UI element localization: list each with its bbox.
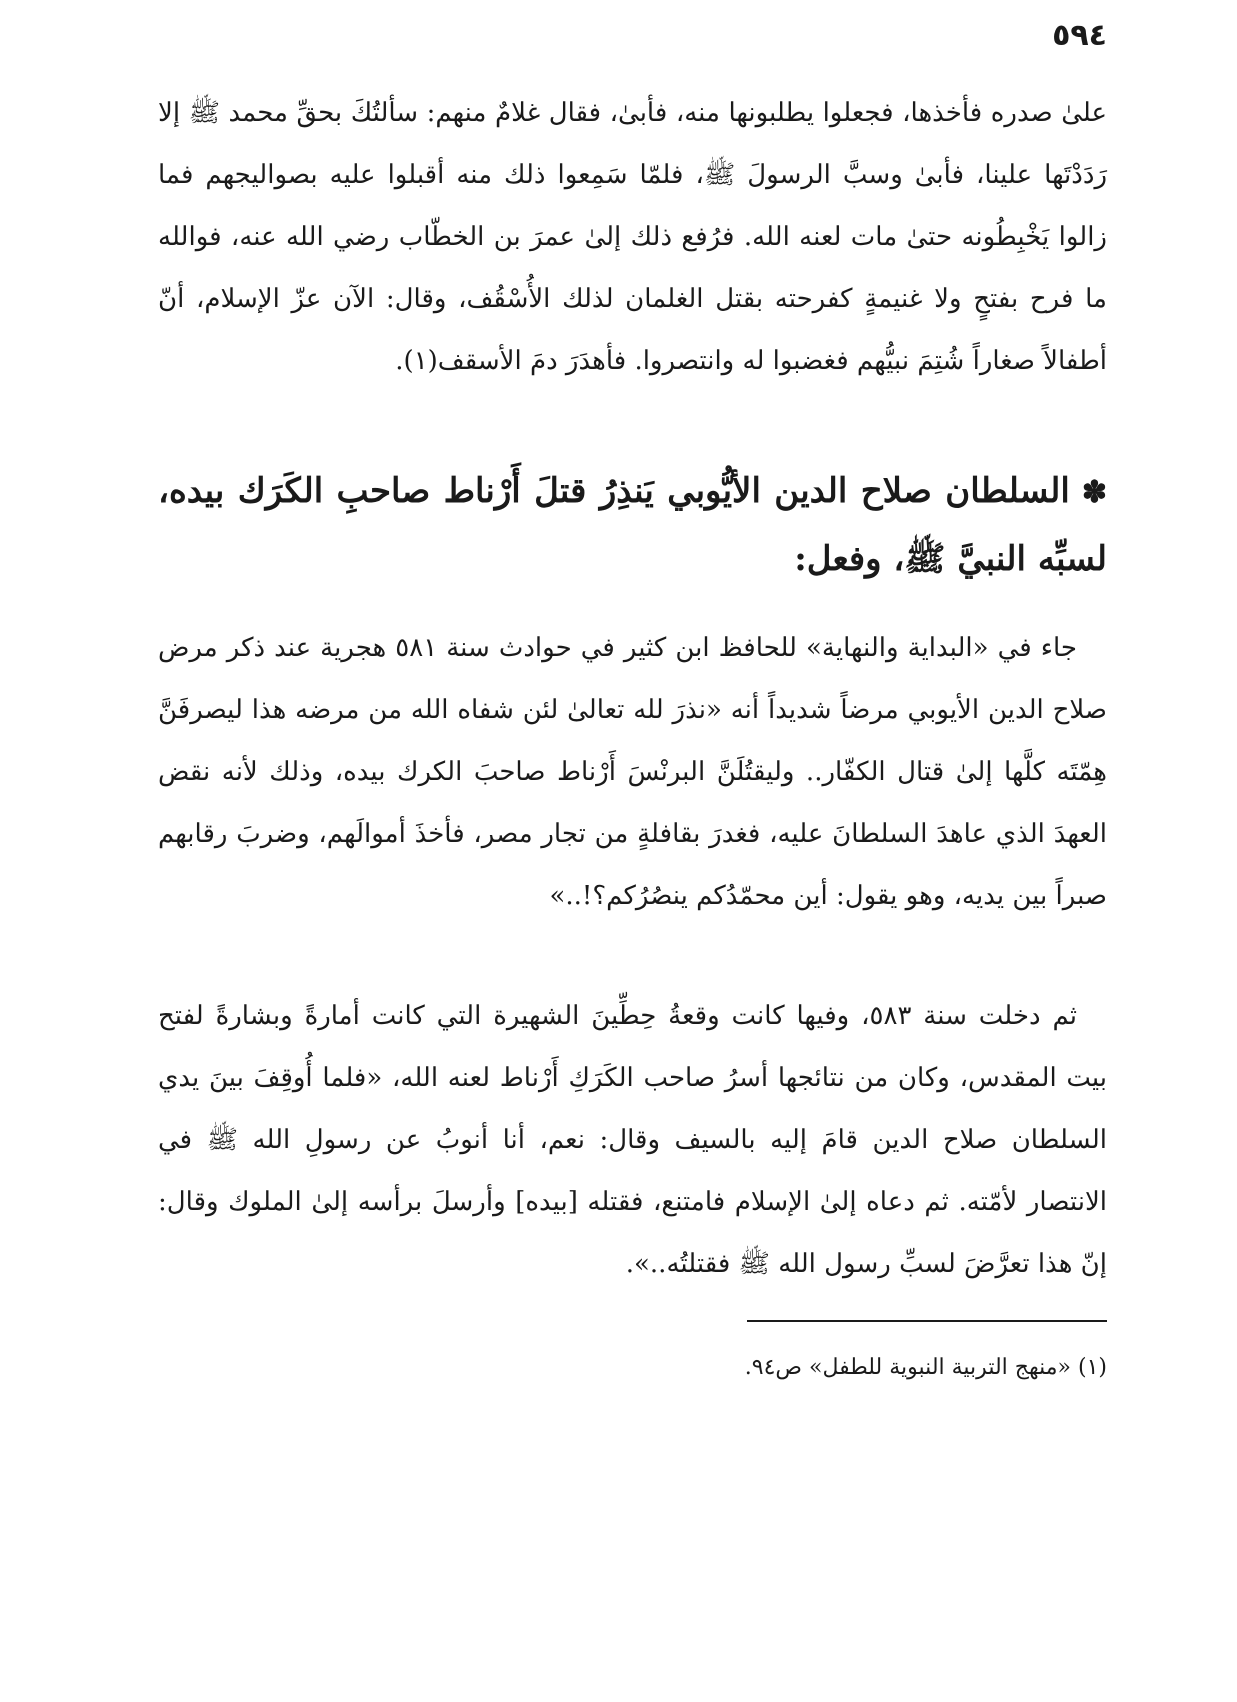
paragraph-3 — [158, 985, 1107, 1295]
asterisk-icon: ✽ — [1081, 475, 1107, 510]
footnote: (١) «منهج التربية النبوية للطفل» ص٩٤. — [744, 1355, 1107, 1380]
page-number: ٥٩٤ — [1052, 18, 1107, 53]
paragraph-2 — [158, 617, 1107, 927]
footnote-separator — [747, 1320, 1107, 1322]
paragraph-1: علىٰ صدره فأخذها، فجعلوا يطلبونها منه، فأبىٰ، فقال غلامٌ منهم: سألتُكَ بحقِّ محمد ﷺ إلا رَدَدْتَها علينا، فأبىٰ وسبَّ الرسولَ ﷺ، فلمّا سَمِعوا ذلك منه أقبلوا عليه بصواليجهم فما زالوا يَخْبِطُونه حتىٰ مات لعنه الله. فرُفع ذلك إلىٰ عمرَ بن الخطّاب رضي الله عنه، فوالله ما فرح بفتحٍ ولا غنيمةٍ كفرحته بقتل الغلمان لذلك الأُسْقُف، وقال: الآن عزّ الإسلام، أنّ أطفالاً صغاراً شُتِمَ نبيُّهم فغضبوا له وانتصروا. فأهدَرَ دمَ الأسقف(١). — [158, 98, 1107, 376]
section-heading — [158, 458, 1107, 592]
section-heading-text: السلطان صلاح الدين الأيُّوبي يَنذِرُ قتلَ أَرْناط صاحبِ الكَرَك بيده، لسبِّه النبيَّ ﷺ، وفعل: — [158, 471, 1107, 579]
paragraph-3-text: ثم دخلت سنة ٥٨٣، وفيها كانت وقعةُ حِطِّينَ الشهيرة التي كانت أمارةً وبشارةً لفتح بيت المقدس، وكان من نتائجها أسرُ صاحب الكَرَكِ أَرْناط لعنه الله، «فلما أُوقِفَ بينَ يدي السلطان صلاح الدين قامَ إليه بالسيف وقال: نعم، أنا أنوبُ عن رسولِ الله ﷺ في الانتصار لأمّته. ثم دعاه إلىٰ الإسلام فامتنع، فقتله [بيده] وأرسلَ برأسه إلىٰ الملوك وقال: إنّ هذا تعرَّضَ لسبِّ رسول الله ﷺ فقتلتُه..». — [158, 1001, 1107, 1279]
paragraph-2-text: جاء في «البداية والنهاية» للحافظ ابن كثير في حوادث سنة ٥٨١ هجرية عند ذكر مرض صلاح الدين الأيوبي مرضاً شديداً أنه «نذرَ لله تعالىٰ لئن شفاه الله من مرضه هذا ليصرفَنَّ هِمّتَه كلَّها إلىٰ قتال الكفّار.. وليقتُلَنَّ البرنْسَ أَرْناط صاحبَ الكرك بيده، وذلك لأنه نقض العهدَ الذي عاهدَ السلطانَ عليه، فغدرَ بقافلةٍ من تجار مصر، فأخذَ أموالَهم، وضربَ رقابهم صبراً بين يديه، وهو يقول: أين محمّدُكم ينصُرُكم؟!..» — [158, 633, 1107, 911]
